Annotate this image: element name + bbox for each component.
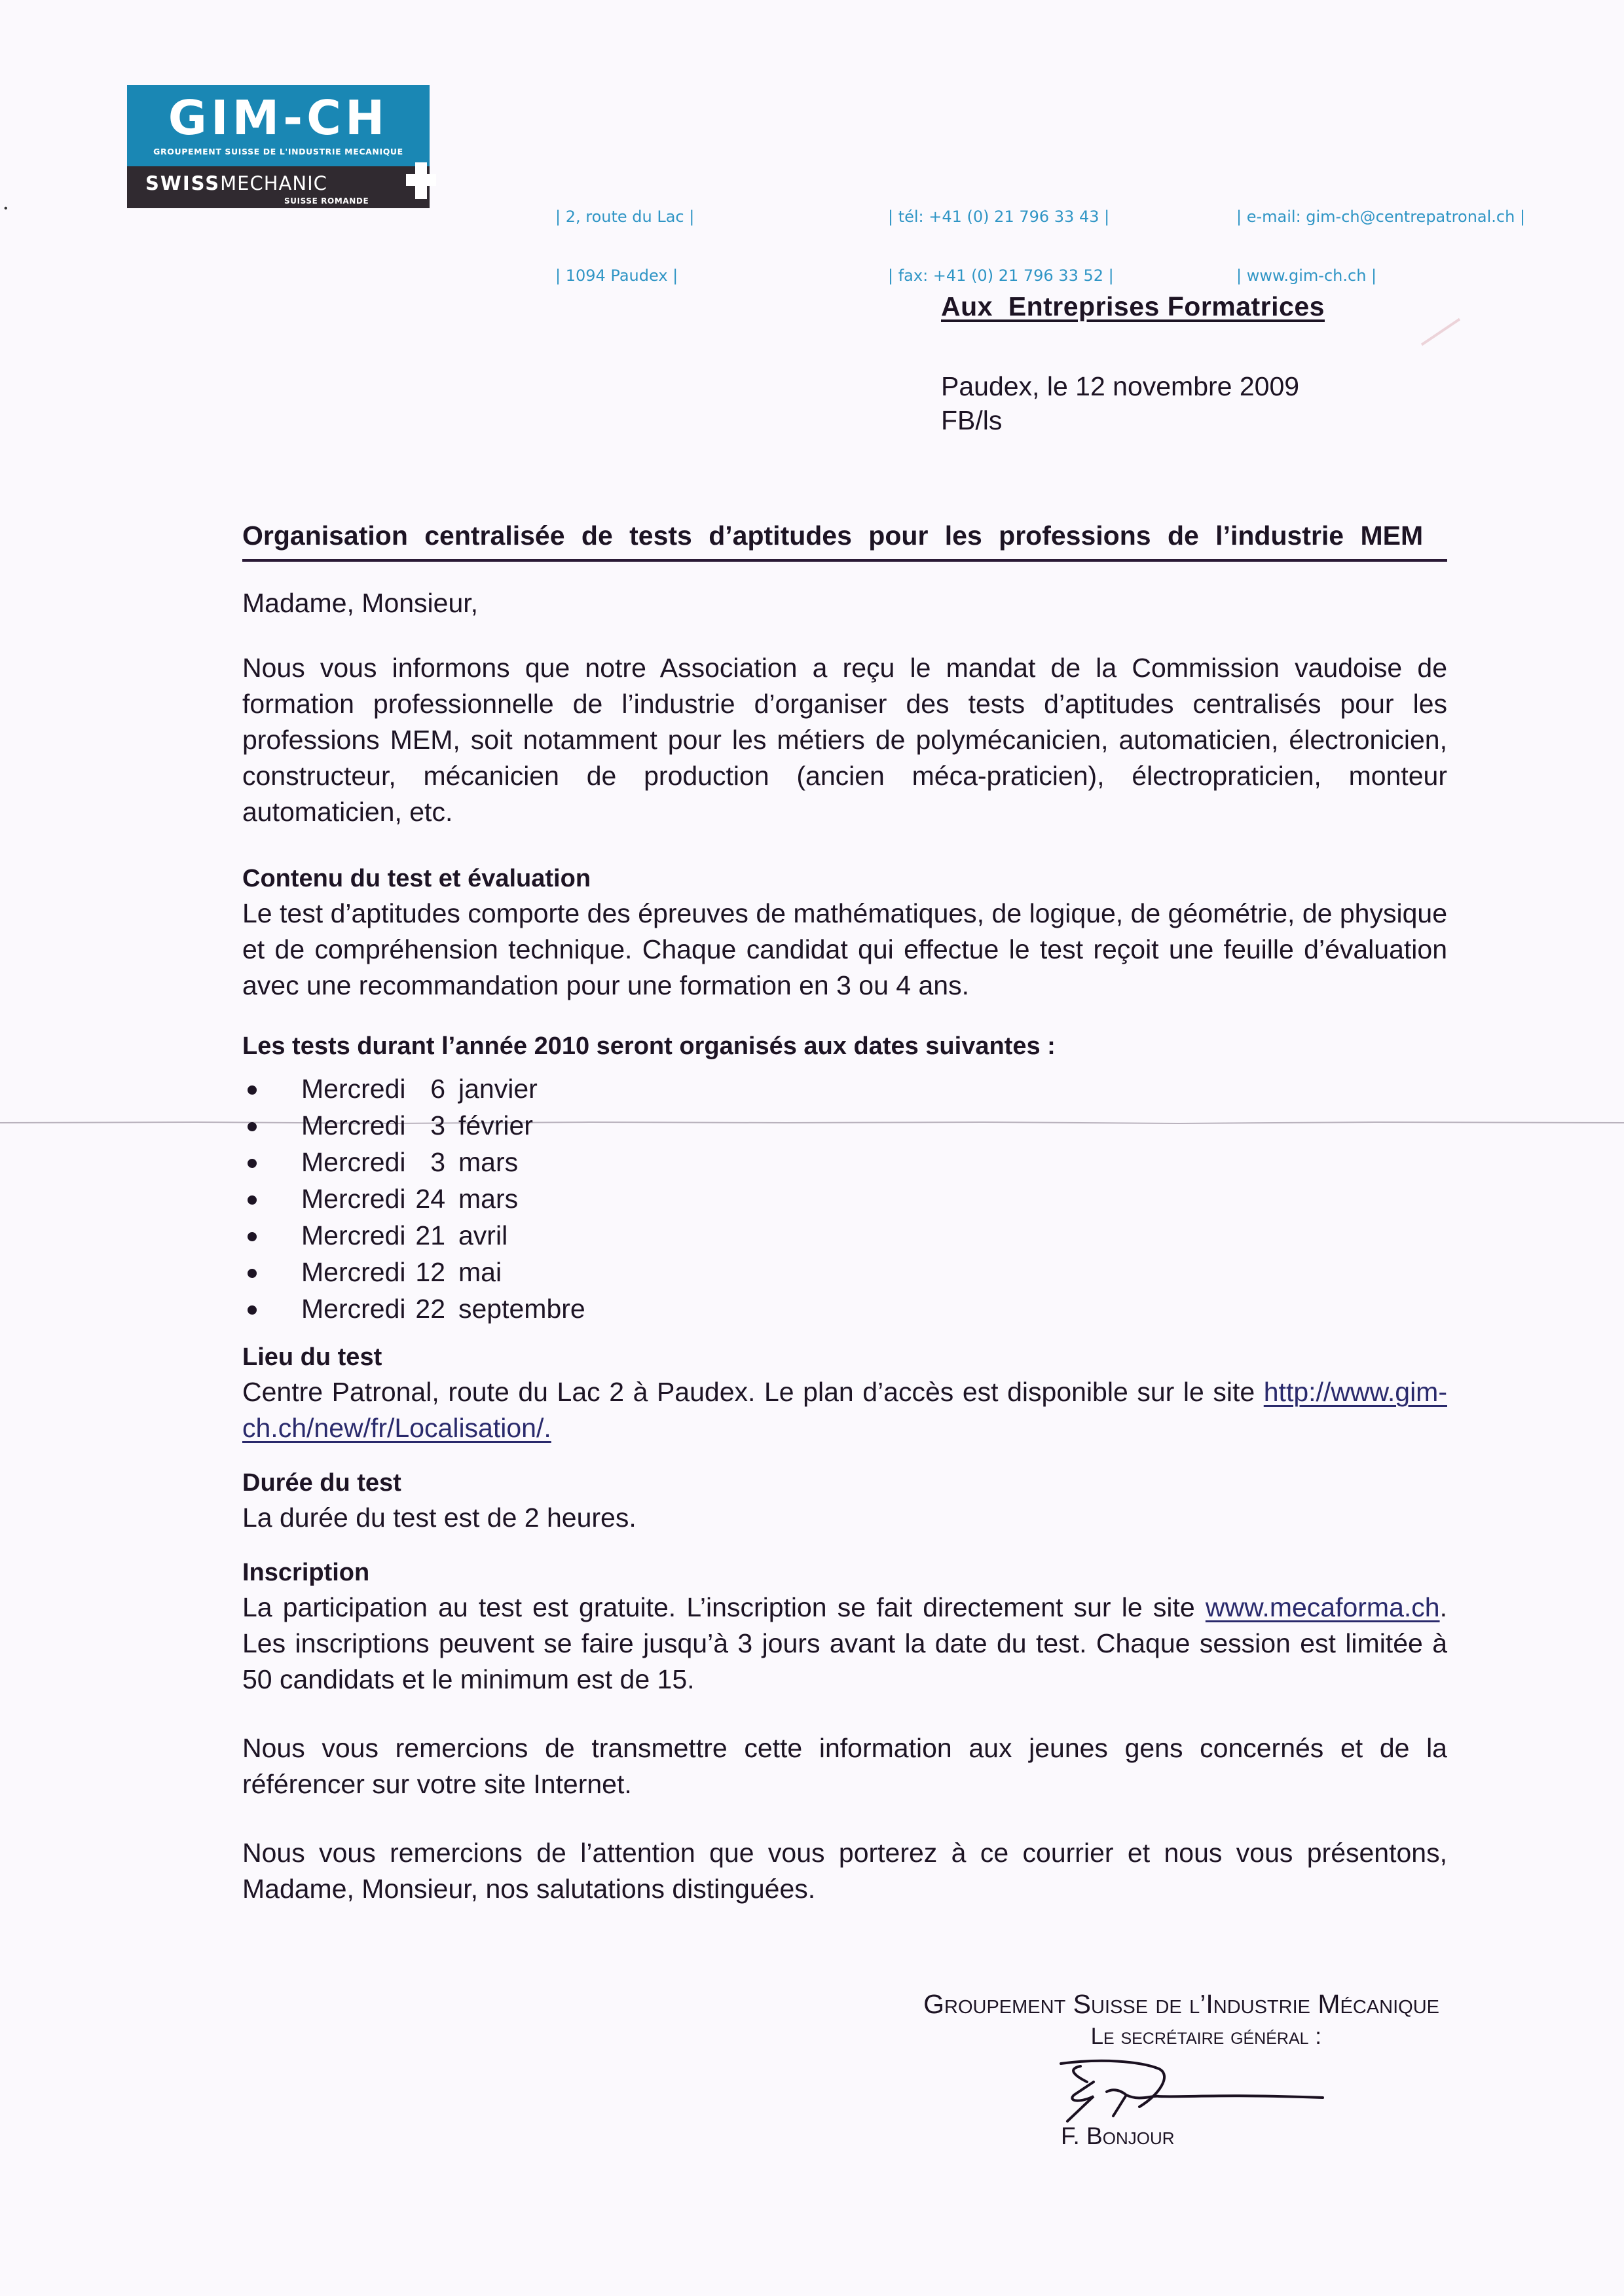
website-url[interactable]: | www.gim-ch.ch |: [1236, 266, 1377, 285]
date-month: janvier: [458, 1074, 538, 1104]
date-day: Mercredi: [301, 1257, 406, 1287]
date-day: Mercredi: [301, 1147, 406, 1177]
closing-paragraph-2: Nous vous remercions de l’attention que vous porterez à ce courrier et nous vous présentons, Madame, Monsieur, nos salutations distinguées.: [242, 1838, 1447, 1904]
date-item: [242, 1290, 1447, 1327]
dates-heading: Les tests durant l’année 2010 seront organisés aux dates suivantes :: [242, 1032, 1056, 1060]
location-heading: Lieu du test: [242, 1343, 382, 1371]
mecaforma-link[interactable]: www.mecaforma.ch: [1205, 1592, 1440, 1622]
date-number: 6: [430, 1074, 445, 1104]
date-day: Mercredi: [301, 1184, 406, 1214]
date-block: [941, 369, 1299, 437]
scan-mark: •: [4, 203, 8, 214]
registration-paragraph: [242, 1590, 1447, 1698]
gim-ch-logo: [127, 85, 430, 208]
address-block: [555, 168, 694, 305]
date-month: mai: [458, 1257, 502, 1287]
email-address[interactable]: | e-mail: gim-ch@centrepatronal.ch |: [1236, 208, 1526, 226]
logo-region: SUISSE ROMANDE: [284, 196, 369, 206]
bullet-icon: [248, 1122, 257, 1131]
date-day: Mercredi: [301, 1074, 406, 1104]
fax-number: | fax: +41 (0) 21 796 33 52 |: [888, 266, 1114, 285]
salutation: Madame, Monsieur,: [242, 588, 479, 618]
date-month: mars: [458, 1147, 519, 1177]
registration-text: La participation au test est gratuite. L’inscription se fait directement sur le site: [242, 1592, 1195, 1622]
duration-paragraph: La durée du test est de 2 heures.: [242, 1503, 637, 1533]
registration-heading: Inscription: [242, 1559, 370, 1586]
date-day: Mercredi: [301, 1294, 406, 1324]
handwritten-signature: [1048, 2056, 1336, 2128]
bullet-icon: [248, 1232, 257, 1241]
date-month: septembre: [458, 1294, 585, 1324]
content-heading: Contenu du test et évaluation: [242, 865, 591, 892]
phone-block: [888, 168, 1114, 305]
logo-swiss-bold: SWISS: [145, 172, 221, 194]
date-item: [242, 1254, 1447, 1290]
reference: FB/ls: [941, 405, 1003, 435]
signatory-name: F. Bonjour: [1061, 2123, 1175, 2149]
phone-number: | tél: +41 (0) 21 796 33 43 |: [888, 208, 1110, 226]
web-block: [1236, 168, 1525, 305]
date-line: Paudex, le 12 novembre 2009: [941, 371, 1300, 401]
test-dates-list: [242, 1070, 1447, 1327]
location-text: Centre Patronal, route du Lac 2 à Paudex. Le plan d’accès est disponible sur le site: [242, 1377, 1255, 1407]
date-number: 22: [415, 1294, 445, 1324]
location-paragraph: [242, 1374, 1447, 1446]
closing-paragraph-1: Nous vous remercions de transmettre cette information aux jeunes gens concernés et de la référencer sur votre site Internet.: [242, 1733, 1447, 1799]
registration-text-after: . Les inscriptions peuvent se faire jusqu’à 3 jours avant la date du test. Chaque session est limitée à 50 candidats et le minimum est de 15.: [242, 1592, 1447, 1694]
date-day: Mercredi: [301, 1110, 406, 1140]
pen-mark: [1421, 318, 1460, 346]
logo-swissmechanic: [145, 173, 327, 194]
logo-swiss-light: MECHANIC: [220, 172, 327, 194]
logo-wordmark: GIM-CH: [168, 90, 389, 145]
date-item: [242, 1217, 1447, 1254]
bullet-icon: [248, 1085, 257, 1095]
recipient: Aux Entreprises Formatrices: [941, 291, 1325, 321]
date-item: [242, 1144, 1447, 1180]
date-item: [242, 1107, 1447, 1144]
duration-heading: Durée du test: [242, 1469, 401, 1497]
address-line: | 1094 Paudex |: [555, 266, 678, 285]
bullet-icon: [248, 1195, 257, 1205]
date-number: 21: [415, 1220, 445, 1250]
subject-divider: [242, 559, 1447, 562]
signature-role: Le secrétaire général :: [1090, 2024, 1321, 2049]
content-paragraph: Le test d’aptitudes comporte des épreuves de mathématiques, de logique, de géométrie, de physique et de compréhension technique. Chaque candidat qui effectue le test reçoit une feuille d’évaluation avec une recommandation pour une formation en 3 ou 4 ans.: [242, 898, 1447, 1000]
date-number: 3: [430, 1110, 445, 1140]
date-month: février: [458, 1110, 533, 1140]
date-number: 12: [415, 1257, 445, 1287]
date-number: 24: [415, 1184, 445, 1214]
date-number: 3: [430, 1147, 445, 1177]
address-line: | 2, route du Lac |: [555, 208, 695, 226]
date-day: Mercredi: [301, 1220, 406, 1250]
date-month: mars: [458, 1184, 519, 1214]
location-link[interactable]: http://www.gim-ch.ch/new/fr/Localisation/.: [242, 1377, 1447, 1443]
bullet-icon: [248, 1269, 257, 1278]
date-item: [242, 1180, 1447, 1217]
bullet-icon: [248, 1305, 257, 1315]
bullet-icon: [248, 1159, 257, 1168]
signature-organization: Groupement Suisse de l’Industrie Mécanique: [923, 1989, 1439, 2019]
subject-line: Organisation centralisée de tests d’aptitudes pour les professions de l’industrie MEM: [242, 520, 1424, 551]
date-month: avril: [458, 1220, 508, 1250]
logo-subtitle: GROUPEMENT SUISSE DE L'INDUSTRIE MECANIQUE: [153, 147, 403, 156]
intro-paragraph: Nous vous informons que notre Association a reçu le mandat de la Commission vaudoise de formation professionnelle de l’industrie d’organiser des tests d’aptitudes centralisés pour les professions MEM, soit notamment pour les métiers de polymécanicien, automaticien, électronicien, constructeur, mécanicien de production (ancien méca-praticien), électropraticien, monteur automaticien, etc.: [242, 653, 1447, 827]
date-item: [242, 1070, 1447, 1107]
swiss-cross-icon: [406, 162, 436, 199]
letter-body: [242, 517, 1447, 1907]
